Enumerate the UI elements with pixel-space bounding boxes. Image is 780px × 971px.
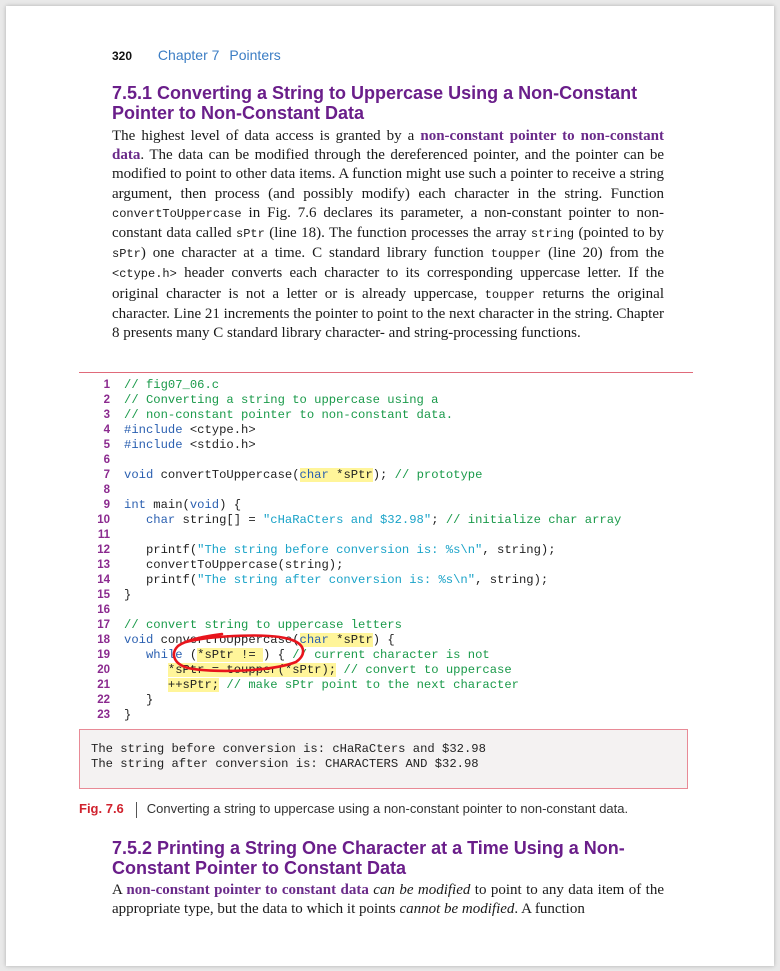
line-number: 5: [103, 439, 110, 451]
code-line: [94, 468, 621, 483]
emphasis: cannot be modified: [399, 901, 515, 918]
code-line: [94, 423, 621, 438]
code: printf(: [124, 573, 198, 587]
line-number: 13: [97, 559, 110, 571]
heading-line: Pointer to Non-Constant Data: [112, 103, 364, 123]
section-heading-7-5-1: [112, 83, 672, 123]
code-ref: sPtr: [112, 247, 141, 262]
code-ref: toupper: [484, 287, 536, 302]
caption-text: Converting a string to uppercase using a non-constant pointer to non-constant data.: [146, 801, 629, 816]
text: (pointed to by: [574, 225, 665, 242]
code: convertToUppercase(string);: [124, 558, 344, 572]
code-line: [94, 378, 621, 393]
keyword: int: [124, 498, 154, 512]
code: <ctype.h>: [189, 423, 256, 437]
code-ref: string: [530, 227, 575, 242]
text: . A function: [514, 901, 585, 918]
line-number: 9: [103, 499, 110, 511]
line-number: 12: [97, 544, 110, 556]
string-literal: "cHaRaCters and $32.98": [262, 513, 432, 527]
output-line: The string before conversion is: cHaRaCters and $32.98: [91, 742, 486, 756]
line-number: 6: [103, 454, 110, 466]
code: ) {: [219, 498, 242, 512]
comment: // current character is not: [292, 648, 490, 662]
code: , string);: [482, 543, 556, 557]
section-paragraph: [112, 127, 664, 343]
highlighted-code: *sPtr: [328, 633, 373, 647]
code-line: [94, 603, 621, 618]
key-term: non-constant pointer to non-constant data: [112, 128, 664, 164]
line-number: 15: [97, 589, 110, 601]
string-literal: "The string after conversion is: %s\n": [197, 573, 476, 587]
code-top-rule: [79, 372, 693, 373]
figure-caption: [79, 801, 628, 818]
code: , string);: [475, 573, 549, 587]
caption-divider: [136, 802, 137, 818]
code: main(: [153, 498, 190, 512]
code-line: [94, 513, 621, 528]
comment: // initialize char array: [445, 513, 622, 527]
keyword: void: [124, 633, 161, 647]
output-line: The string after conversion is: CHARACTERS AND $32.98: [91, 757, 479, 771]
code-line: [94, 618, 621, 633]
line-number: 11: [97, 529, 110, 541]
code-ref: convertToUppercase: [112, 206, 242, 221]
indent: [124, 678, 168, 692]
comment: // Converting a string to uppercase using a: [124, 393, 439, 407]
line-number: 2: [103, 394, 110, 406]
code-line: [94, 408, 621, 423]
heading-line: Constant Pointer to Constant Data: [112, 858, 407, 878]
chapter-link[interactable]: [158, 47, 291, 63]
code: }: [124, 588, 132, 602]
code-ref: toupper: [490, 247, 542, 262]
highlighted-code: *sPtr = toupper(*sPtr);: [167, 663, 337, 677]
running-head: [112, 47, 291, 63]
code: <stdio.h>: [189, 438, 256, 452]
section-paragraph: [112, 881, 664, 919]
line-number: 16: [97, 604, 110, 616]
code: printf(: [124, 543, 198, 557]
line-number: 22: [97, 694, 110, 706]
code: ;: [431, 513, 446, 527]
highlighted-code: *sPtr: [328, 468, 373, 482]
code-line: [94, 693, 621, 708]
program-output: [91, 742, 486, 772]
keyword: char: [124, 513, 183, 527]
code-line: [94, 528, 621, 543]
line-number: 1: [103, 379, 110, 391]
text: ) one character at a time. C standard library function: [140, 245, 491, 262]
line-number: 20: [97, 664, 110, 676]
code-line: [94, 633, 621, 648]
code-line: [94, 393, 621, 408]
key-term: non-constant pointer to constant data: [126, 882, 369, 898]
indent: [124, 663, 168, 677]
keyword: while: [124, 648, 190, 662]
code-ref: sPtr: [236, 227, 265, 242]
line-number: 4: [103, 424, 110, 436]
keyword: char: [299, 633, 329, 647]
code-line: [94, 588, 621, 603]
line-number: 18: [97, 634, 110, 646]
line-number: 23: [97, 709, 110, 721]
section-heading-7-5-2: [112, 838, 672, 878]
page-number: 320: [112, 49, 133, 63]
code: }: [124, 708, 132, 722]
code-line: [94, 648, 621, 663]
keyword: void: [124, 468, 161, 482]
comment: // convert string to uppercase letters: [124, 618, 402, 632]
text: The highest level of data access is granted by a: [112, 128, 421, 144]
text: returns the original character. Line 21 increments the pointer to point to the next character in the string. Chapter 8 presents many C standard library character- and string-processing functions.: [112, 285, 665, 342]
code: convertToUppercase(: [160, 468, 300, 482]
code-listing: [94, 378, 621, 723]
line-number: 19: [97, 649, 110, 661]
code: string[] =: [182, 513, 263, 527]
code: );: [372, 468, 395, 482]
keyword: char: [299, 468, 329, 482]
text: A: [112, 882, 127, 898]
code-line: [94, 483, 621, 498]
keyword: void: [189, 498, 220, 512]
code-line: [94, 438, 621, 453]
code-line: [94, 453, 621, 468]
code-line: [94, 498, 621, 513]
string-literal: "The string before conversion is: %s\n": [197, 543, 483, 557]
line-number: 17: [97, 619, 110, 631]
code-line: [94, 708, 621, 723]
text: . The data can be modified through the dereferenced pointer, and the pointer can be modified to point to other data items. A function might use such a pointer to receive a string argument, then process (and possibly modify) each character in the string. Function: [112, 147, 664, 202]
chapter-number: Chapter 7: [157, 47, 220, 63]
code-line: [94, 678, 621, 693]
directive: #include: [124, 438, 190, 452]
highlighted-code: ++sPtr;: [167, 678, 220, 692]
line-number: 21: [97, 679, 110, 691]
text: to point to any data item of the appropriate type, but the data to which it points: [112, 882, 664, 918]
comment: // non-constant pointer to non-constant data.: [124, 408, 454, 422]
line-number: 14: [97, 574, 110, 586]
code: convertToUppercase(: [160, 633, 300, 647]
comment: // make sPtr point to the next character: [226, 678, 519, 692]
emphasis: can be modified: [373, 882, 471, 898]
directive: #include: [124, 423, 190, 437]
line-number: 3: [103, 409, 110, 421]
text: (line 18). The function processes the array: [264, 225, 531, 242]
comment: // fig07_06.c: [124, 378, 220, 392]
code: (: [189, 648, 198, 662]
text: (line 20) from the: [541, 245, 664, 262]
heading-line: 7.5.2 Printing a String One Character at a Time Using a Non-: [112, 838, 625, 858]
text: header converts each character to its corresponding uppercase letter. If the original character is not a letter or is already uppercase,: [112, 265, 664, 302]
code-line: [94, 543, 621, 558]
code-line: [94, 573, 621, 588]
code: }: [124, 693, 154, 707]
heading-line: 7.5.1 Converting a String to Uppercase Using a Non-Constant: [112, 83, 638, 103]
line-number: 8: [103, 484, 110, 496]
text: in Fig. 7.6 declares its parameter, a non-constant pointer to non-constant data called: [112, 204, 664, 242]
comment: // prototype: [394, 468, 483, 482]
chapter-title: Pointers: [229, 47, 281, 63]
code-line: [94, 663, 621, 678]
figure-label: Fig. 7.6: [79, 801, 124, 816]
code-ref: <ctype.h>: [112, 267, 177, 282]
code-line: [94, 558, 621, 573]
code: ) {: [372, 633, 395, 647]
line-number: 10: [97, 514, 110, 526]
comment: // convert to uppercase: [343, 663, 512, 677]
line-number: 7: [103, 469, 110, 481]
code: ) {: [262, 648, 293, 662]
program-output-box: [79, 729, 688, 789]
highlighted-code: *sPtr !=: [197, 648, 263, 662]
